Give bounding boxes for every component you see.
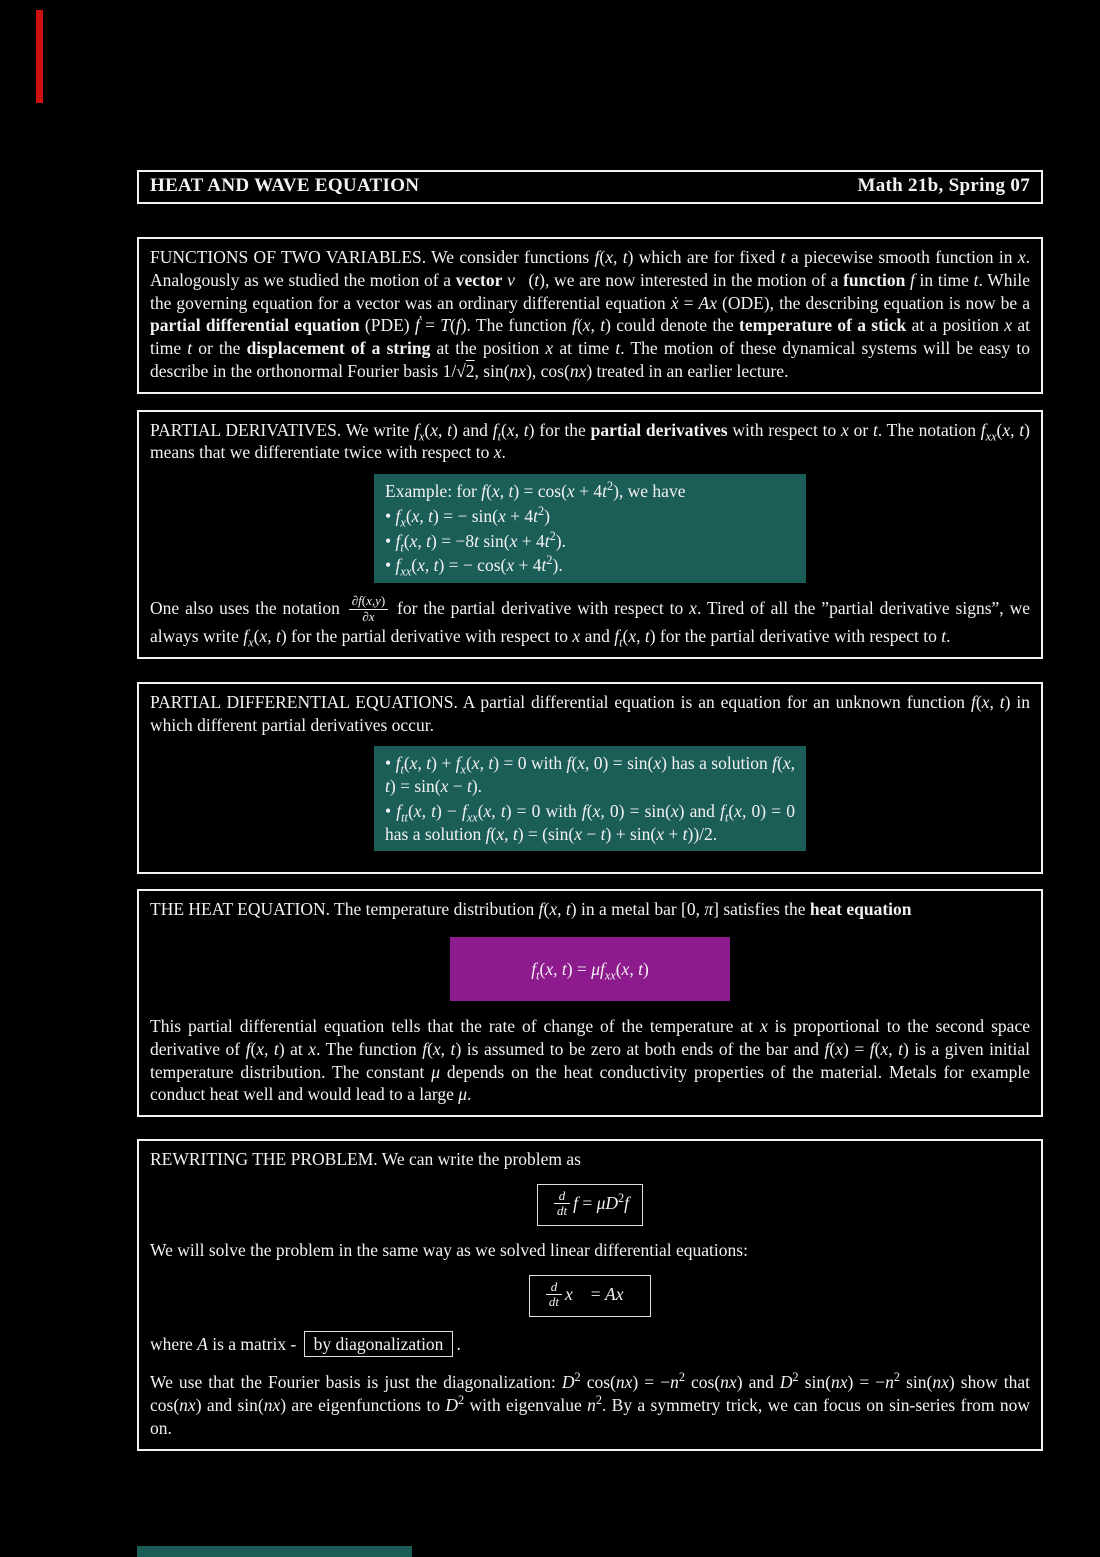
heat-equation-body: This partial differential equation tells that the rate of change of the temperature at x is proportional to the second space derivative of f(x, t) at x. The function f(x, t) is assumed to be zero at both ends of the bar and f(x) = f(x, t) is a given initial temperature distribution. The constant μ depends on the heat conductivity properties of the material. Metals for example conduct heat well and would lead to a large μ.: [150, 1016, 1030, 1105]
section-heat-equation: [137, 889, 1043, 1117]
bottom-teal-strip: [137, 1546, 412, 1557]
example-bullet: • $f_x(x$, t) = − $\sin(x + 4t^2)$: [385, 503, 550, 530]
pde-intro: PARTIAL DIFFERENTIAL EQUATIONS. A partial differential equation is an equation for an unknown function f(x, t) in which different partial derivatives occur.: [150, 691, 1030, 735]
functions-paragraph: FUNCTIONS OF TWO VARIABLES. We consider functions f(x, t) which are for fixed t a piecewise smooth function in x. Analogously as we studied the motion of a vector v⃗(t), we are now interested in the motion of a function f in time t. While the governing equation for a vector was an ordinary differential equation ẋ = Ax (ODE), the describing equation is now be a partial differential equation (PDE) ḟ = T(f). The function f(x, t) could denote the temperature of a stick at a position x at time t or the displacement of a string at the position x at time t. The motion of these dynamical systems will be easy to describe in the orthonormal Fourier basis 1/√2, sin(nx), cos(nx) treated in an earlier lecture.: [150, 247, 1031, 381]
title-bar: [137, 170, 1043, 204]
example-bullet: • $f_{xx}(x$, t) = − $\cos(x + 4t^2)$.: [385, 553, 563, 579]
fourier-basis-paragraph: We use that the Fourier basis is just the diagonalization: $D^2$ $\cos(nx) = -n^2$ cos(nx) and $D^2$ $\sin(nx) = -n^2$ sin(nx) show that cos(nx) and sin(nx) are eigenfunctions to $D^2$ with eigenvalue $n^2$. By a symmetry trick, we can focus on sin-series from now on.: [150, 1370, 1031, 1438]
heat-equation-intro: THE HEAT EQUATION. The temperature distribution f(x, t) in a metal bar [0, π] satisfies the heat equation: [150, 899, 912, 920]
rewriting-where-line: [150, 1331, 1030, 1358]
example-box-partial-derivatives: [374, 474, 806, 583]
example-box-pde: [374, 746, 806, 851]
section-partial-derivatives: [137, 410, 1043, 659]
heat-equation-formula: $f_t(x$, $t) = \mu f_{xx}(x$, t): [531, 958, 649, 983]
where-line-period: .: [456, 1333, 461, 1354]
section-functions-of-two-variables: [137, 237, 1043, 394]
top-left-red-mark: [36, 10, 43, 103]
heat-equation-highlight-box: [450, 937, 730, 1001]
by-diagonalization-box: by diagonalization: [304, 1331, 454, 1358]
boxed-equation-ddt-x: [529, 1275, 651, 1317]
partial-derivatives-intro: PARTIAL DERIVATIVES. We write $f_x(x$, t) and $f_t(x$, t) for the partial derivatives with respect to x or t. The notation $f_{xx}(x$, t) means that we differentiate twice with respect to x.: [150, 419, 1030, 463]
course-label: Math 21b, Spring 07: [857, 175, 1030, 196]
rewriting-line2: We will solve the problem in the same way as we solved linear differential equations:: [150, 1239, 748, 1260]
equation-ddt-f: $\frac{d}{dt}$ $f = \mu D^2f$: [551, 1193, 629, 1213]
boxed-equation-ddt-f: [537, 1184, 643, 1226]
page-title: HEAT AND WAVE EQUATION: [150, 175, 420, 196]
equation-ddt-x: $\frac{d}{dt}$ x⃗ = Ax⃗: [543, 1284, 637, 1304]
example-bullet: • $f_t(x$, t) = −8t $\sin(x + 4t^2)$.: [385, 528, 566, 554]
partial-derivatives-outro: One also uses the notation $\frac{\partial f(x,y)}{\partial x}$ for the partial derivative with respect to x. Tired of all the ”partial derivative signs”, we always write $f_x(x$, t) for the partial derivative with respect to x and $f_t(x$, t) for the partial derivative with respect to t.: [150, 593, 1030, 650]
section-partial-differential-equations: [137, 682, 1043, 875]
pde-example-bullet: • $f_{tt}(x$, $t) - f_{xx}(x$, t) = 0 with f(x, 0) = sin(x) and $f_t(x$, 0) = 0 has a solution f(x, t) = (sin(x − t) + sin(x + t))/2.: [385, 800, 795, 844]
section-rewriting-the-problem: [137, 1139, 1043, 1451]
where-line-text: where A is a matrix -: [150, 1333, 301, 1354]
example-intro-line: Example: for f(x, $t) = \cos(x + 4t^2)$, we have: [385, 479, 686, 501]
document-page: [137, 170, 1043, 1451]
pde-example-bullet: • $f_t(x$, $t) + f_x(x$, t) = 0 with f(x, 0) = sin(x) has a solution f(x, t) = sin(x − t).: [385, 753, 795, 796]
rewriting-intro: REWRITING THE PROBLEM. We can write the problem as: [150, 1149, 581, 1169]
